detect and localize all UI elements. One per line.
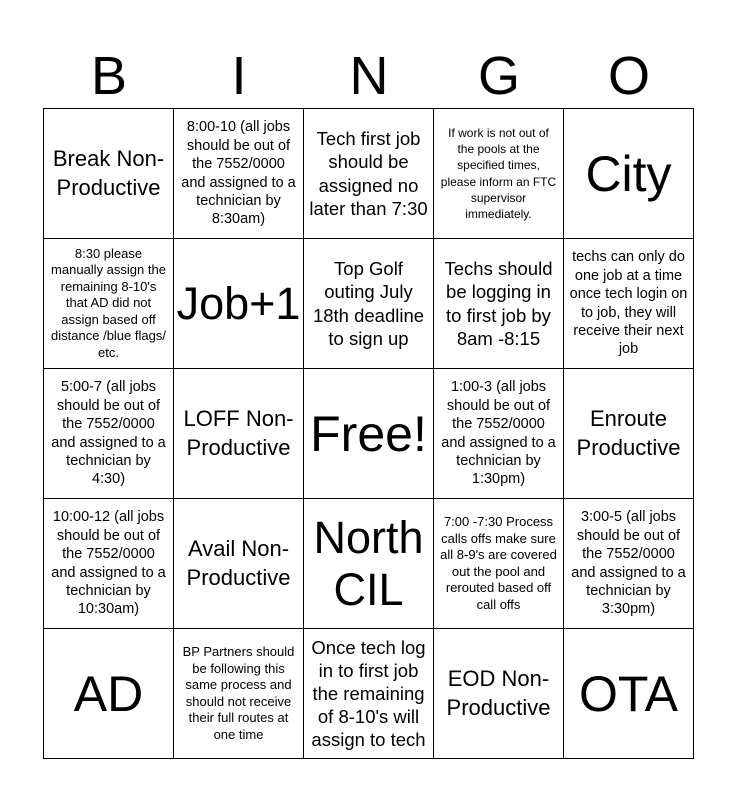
bingo-cell[interactable] <box>304 629 434 759</box>
cell-text: Job+1 <box>176 277 301 329</box>
cell-text: 5:00-7 (all jobs should be out of the 7552/0000 and assigned to a technician by 4:30) <box>51 379 166 488</box>
cell-text: LOFF Non-Productive <box>183 405 294 460</box>
cell-text: Enroute Productive <box>576 405 681 460</box>
bingo-cell[interactable] <box>174 499 304 629</box>
bingo-cell[interactable] <box>564 629 694 759</box>
cell-text: BP Partners should be following this same process and should not receive their full routes at one time <box>182 644 295 742</box>
bingo-cell[interactable] <box>434 239 564 369</box>
bingo-cell[interactable] <box>564 499 694 629</box>
cell-text: Break Non-Productive <box>52 145 165 200</box>
cell-text: If work is not out of the pools at the specified times, please inform an FTC supervisor immediately. <box>440 125 557 221</box>
bingo-cell[interactable] <box>434 629 564 759</box>
header-letter-i: I <box>231 46 247 106</box>
bingo-board <box>43 108 694 759</box>
cell-text: City <box>585 145 672 202</box>
header-letter-n: N <box>349 46 389 106</box>
cell-text: Once tech log in to first job the remaining of 8-10's will assign to tech <box>311 636 426 751</box>
cell-text: Tech first job should be assigned no later than 7:30 <box>309 128 428 219</box>
cell-text: OTA <box>578 665 679 722</box>
cell-text: North CIL <box>313 511 424 615</box>
cell-text: 8:00-10 (all jobs should be out of the 7552/0000 and assigned to a technician by 8:30am) <box>181 119 296 228</box>
bingo-cell[interactable] <box>564 239 694 369</box>
bingo-cell[interactable] <box>434 109 564 239</box>
bingo-cell[interactable] <box>44 499 174 629</box>
bingo-cell[interactable] <box>174 109 304 239</box>
cell-text: 8:30 please manually assign the remaining 8-10's that AD did not assign based off distance /blue flags/ etc. <box>51 245 166 360</box>
cell-text: 3:00-5 (all jobs should be out of the 7552/0000 and assigned to a technician by 3:30pm) <box>571 509 686 618</box>
cell-text: Avail Non-Productive <box>186 535 291 590</box>
bingo-cell[interactable] <box>44 629 174 759</box>
bingo-cell[interactable] <box>44 369 174 499</box>
header-letter-b: B <box>90 46 128 106</box>
bingo-cell[interactable] <box>44 109 174 239</box>
cell-text: 10:00-12 (all jobs should be out of the 7552/0000 and assigned to a technician by 10:30am) <box>51 509 166 618</box>
bingo-cell[interactable] <box>174 629 304 759</box>
cell-text: 1:00-3 (all jobs should be out of the 7552/0000 and assigned to a technician by 1:30pm) <box>441 379 556 488</box>
cell-text: Techs should be logging in to first job by 8am -8:15 <box>444 258 553 349</box>
bingo-cell[interactable] <box>304 499 434 629</box>
bingo-header <box>44 44 694 108</box>
cell-text: techs can only do one job at a time once tech login on to job, they will receive their next job <box>569 249 688 358</box>
free-space-cell[interactable] <box>304 369 434 499</box>
bingo-cell[interactable] <box>174 239 304 369</box>
bingo-cell[interactable] <box>434 369 564 499</box>
cell-text: Free! <box>310 405 427 462</box>
cell-text: AD <box>73 665 144 722</box>
bingo-cell[interactable] <box>564 109 694 239</box>
bingo-cell[interactable] <box>434 499 564 629</box>
bingo-cell[interactable] <box>564 369 694 499</box>
cell-text: 7:00 -7:30 Process calls offs make sure all 8-9's are covered out the pool and rerouted based off call offs <box>440 514 557 612</box>
cell-text: EOD Non-Productive <box>446 665 551 720</box>
bingo-cell[interactable] <box>174 369 304 499</box>
bingo-cell[interactable] <box>304 239 434 369</box>
header-letter-g: G <box>477 46 520 106</box>
bingo-cell[interactable] <box>304 109 434 239</box>
cell-text: Top Golf outing July 18th deadline to sign up <box>312 258 425 349</box>
bingo-cell[interactable] <box>44 239 174 369</box>
header-letter-o: O <box>607 46 650 106</box>
